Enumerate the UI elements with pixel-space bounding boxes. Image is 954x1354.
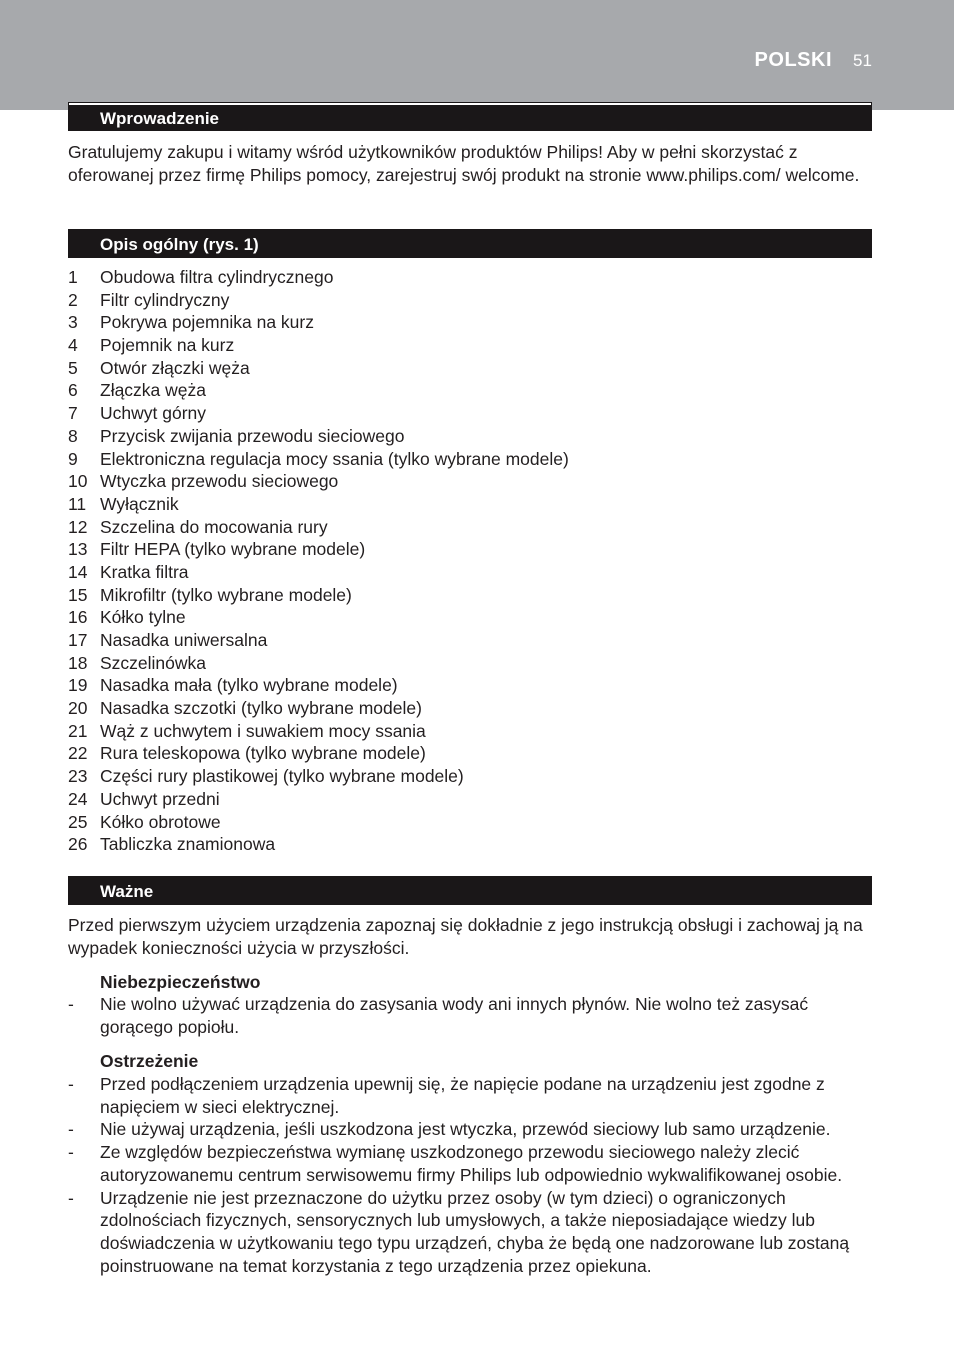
bullet-text: Urządzenie nie jest przeznaczone do użytku przez osoby (w tym dzieci) o ograniczonych zdolnościach fizycznych, sensorycznych lub umysłowych, a także nieposiadające wiedzy lub doświadczenia w użytkowaniu tego typu urządzeń, chyba że będą one nadzorowane lub zostaną poinstruowane na temat korzystania z tego urządzenia przez opiekuna. xyxy=(100,1187,850,1276)
list-item-number: 22 xyxy=(68,743,88,764)
list-item xyxy=(68,516,888,539)
list-item-text: Elektroniczna regulacja mocy ssania (tylko wybrane modele) xyxy=(100,448,569,469)
bullet-item xyxy=(68,1073,878,1118)
list-item-text: Uchwyt górny xyxy=(100,403,207,424)
list-item xyxy=(68,788,888,811)
list-item xyxy=(68,720,888,743)
language-label: POLSKI xyxy=(754,49,832,71)
list-item-text: Tabliczka znamionowa xyxy=(100,834,276,855)
list-item-number: 21 xyxy=(68,720,88,741)
list-item-text: Złączka węża xyxy=(100,380,207,401)
danger-heading: Niebezpieczeństwo xyxy=(100,972,261,992)
list-item-number: 4 xyxy=(68,335,78,356)
list-item-text: Kółko tylne xyxy=(100,607,186,628)
list-item-text: Przycisk zwijania przewodu sieciowego xyxy=(100,425,405,446)
list-item xyxy=(68,652,888,675)
list-item-number: 12 xyxy=(68,516,88,537)
list-item xyxy=(68,584,888,607)
bullet-item xyxy=(68,1187,878,1278)
list-item-text: Nasadka szczotki (tylko wybrane modele) xyxy=(100,698,422,719)
list-item-number: 13 xyxy=(68,539,88,560)
list-item-number: 5 xyxy=(68,357,78,378)
bullet-item xyxy=(68,993,878,1038)
bullet-dash: - xyxy=(68,1187,74,1208)
list-item-number: 7 xyxy=(68,403,78,424)
list-item-number: 24 xyxy=(68,788,88,809)
list-item xyxy=(68,606,888,629)
list-item xyxy=(68,561,888,584)
list-item-number: 15 xyxy=(68,584,88,605)
list-item-number: 19 xyxy=(68,675,88,696)
list-item-text: Rura teleskopowa (tylko wybrane modele) xyxy=(100,743,426,764)
list-item xyxy=(68,379,888,402)
list-item-text: Obudowa filtra cylindrycznego xyxy=(100,267,334,287)
list-item-text: Wtyczka przewodu sieciowego xyxy=(100,471,339,492)
list-item xyxy=(68,765,888,788)
list-item-text: Kółko obrotowe xyxy=(100,811,221,832)
list-item xyxy=(68,266,888,289)
list-item-text: Mikrofiltr (tylko wybrane modele) xyxy=(100,584,352,605)
list-item-number: 10 xyxy=(68,471,88,492)
intro-paragraph: Gratulujemy zakupu i witamy wśród użytkowników produktów Philips! Aby w pełni skorzystać z oferowanej przez firmę Philips pomocy, zarejestruj swój produkt na stronie www.philips.com/ welcome. xyxy=(68,142,860,185)
bullet-item xyxy=(68,1118,878,1141)
list-item xyxy=(68,311,888,334)
list-item-text: Filtr cylindryczny xyxy=(100,289,230,310)
page-number: 51 xyxy=(853,51,872,70)
list-item-number: 25 xyxy=(68,811,88,832)
list-item-number: 11 xyxy=(68,493,87,514)
list-item-number: 14 xyxy=(68,561,88,582)
list-item-number: 20 xyxy=(68,698,88,719)
bullet-dash: - xyxy=(68,994,74,1014)
list-item-number: 23 xyxy=(68,766,88,787)
list-item xyxy=(68,493,888,516)
parts-list xyxy=(68,266,888,856)
bullet-dash: - xyxy=(68,1074,74,1094)
list-item-number: 1 xyxy=(68,267,78,287)
list-item-number: 3 xyxy=(68,312,78,333)
list-item xyxy=(68,538,888,561)
bullet-dash: - xyxy=(68,1119,74,1140)
list-item-text: Kratka filtra xyxy=(100,561,189,582)
list-item-text: Pokrywa pojemnika na kurz xyxy=(100,312,314,333)
list-item-text: Wyłącznik xyxy=(100,493,179,514)
section-heading-important: Ważne xyxy=(68,876,872,905)
list-item-text: Filtr HEPA (tylko wybrane modele) xyxy=(100,539,366,560)
list-item-number: 17 xyxy=(68,630,88,650)
list-item-number: 16 xyxy=(68,607,88,628)
list-item-text: Uchwyt przedni xyxy=(100,788,220,809)
list-item xyxy=(68,697,888,720)
important-paragraph: Przed pierwszym użyciem urządzenia zapoznaj się dokładnie z jego instrukcją obsługi i zachowaj ją na wypadek konieczności użycia w przyszłości. xyxy=(68,915,863,958)
list-item-text: Otwór złączki węża xyxy=(100,357,250,378)
list-item-text: Pojemnik na kurz xyxy=(100,335,235,356)
section-heading-intro xyxy=(68,102,872,131)
list-item xyxy=(68,470,888,493)
list-item xyxy=(68,289,888,312)
list-item-number: 9 xyxy=(68,448,78,469)
list-item-number: 18 xyxy=(68,652,88,673)
list-item xyxy=(68,811,888,834)
bullet-text: Ze względów bezpieczeństwa wymianę uszkodzonego przewodu sieciowego należy zlecić autoryzowanemu centrum serwisowemu firmy Philips lub odpowiednio wykwalifikowanej osobie. xyxy=(100,1142,843,1185)
list-item-text: Nasadka uniwersalna xyxy=(100,630,268,650)
list-item xyxy=(68,402,888,425)
section-heading-intro-label: Wprowadzenie xyxy=(69,105,871,130)
list-item-number: 26 xyxy=(68,834,88,855)
list-item-text: Szczelina do mocowania rury xyxy=(100,516,328,537)
bullet-dash: - xyxy=(68,1142,74,1163)
list-item-text: Wąż z uchwytem i suwakiem mocy ssania xyxy=(100,720,426,741)
list-item-number: 6 xyxy=(68,380,78,401)
bullet-text: Nie wolno używać urządzenia do zasysania wody ani innych płynów. Nie wolno też zasysać gorącego popiołu. xyxy=(100,994,809,1037)
warning-list xyxy=(68,1073,878,1277)
list-item xyxy=(68,334,888,357)
list-item-text: Szczelinówka xyxy=(100,652,207,673)
list-item xyxy=(68,833,888,856)
list-item xyxy=(68,629,888,652)
danger-list xyxy=(68,993,878,1038)
bullet-item xyxy=(68,1141,878,1186)
bullet-text: Nie używaj urządzenia, jeśli uszkodzona jest wtyczka, przewód sieciowy lub samo urządzenie. xyxy=(100,1119,831,1140)
list-item xyxy=(68,742,888,765)
warning-heading: Ostrzeżenie xyxy=(100,1051,199,1071)
list-item xyxy=(68,357,888,380)
list-item-text: Nasadka mała (tylko wybrane modele) xyxy=(100,675,398,696)
section-heading-overview: Opis ogólny (rys. 1) xyxy=(68,229,872,258)
bullet-text: Przed podłączeniem urządzenia upewnij się, że napięcie podane na urządzeniu jest zgodne z napięciem w sieci elektrycznej. xyxy=(100,1074,825,1117)
list-item-number: 2 xyxy=(68,289,78,310)
list-item xyxy=(68,425,888,448)
list-item-text: Części rury plastikowej (tylko wybrane modele) xyxy=(100,766,464,787)
list-item-number: 8 xyxy=(68,425,78,446)
list-item xyxy=(68,674,888,697)
header-bar xyxy=(0,0,954,110)
list-item xyxy=(68,448,888,471)
